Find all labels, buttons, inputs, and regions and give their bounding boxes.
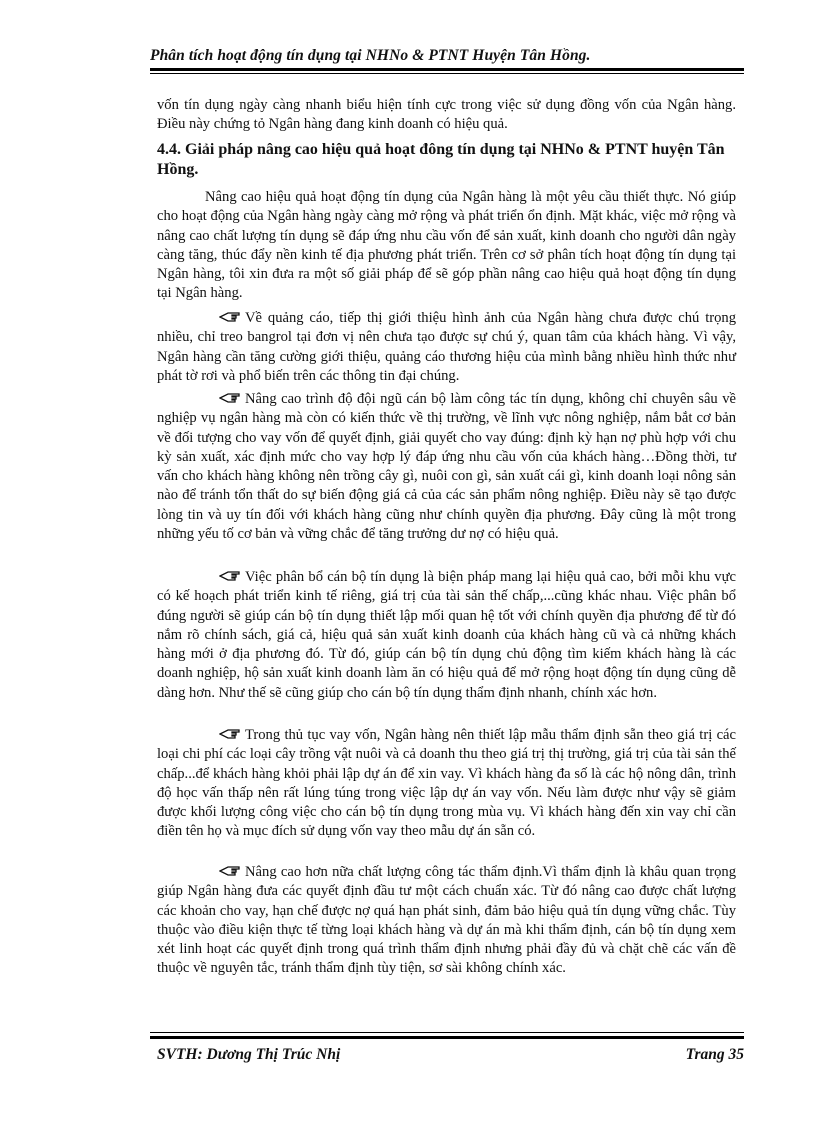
section-heading: 4.4. Giải pháp nâng cao hiệu quả hoạt đông tín dụng tại NHNo & PTNT huyện Tân Hồng. bbox=[157, 141, 725, 178]
paragraph-1-text: Nâng cao hiệu quả hoạt động tín dụng của Ngân hàng là một yêu cầu thiết thực. Nó giúp cho hoạt động của Ngân hàng ngày càng mở rộng và phát triển ổn định. Mặt khác, việc mở rộng và nâng cao chất lượng tín dụng sẽ đáp ứng nhu cầu vốn để sản xuất, kinh doanh cho người dân ngày càng tăng, thúc đẩy nền kinh tế địa phương phát triển. Trên cơ sở phân tích hoạt động tín dụng tại Ngân hàng, tôi xin đưa ra một số giải pháp để sẽ góp phần nâng cao hiệu quả hoạt động tín dụng tại Ngân hàng. bbox=[157, 189, 736, 302]
bullet-4-text: Trong thủ tục vay vốn, Ngân hàng nên thiết lập mẫu thẩm định sẵn theo giá trị các loại chi phí các loại cây trồng vật nuôi và cả doanh thu theo giá trị thị trường, giá trị của tài sản thế chấp...để khách hàng khỏi phải lập dự án để xin vay. Vì khách hàng đa số là các hộ nông dân, trình độ học vấn thấp nên rất lúng túng trong việc lập dự án vay vốn. Nếu làm được như vậy sẽ giảm được khối lượng công việc cho cán bộ tín dụng trong mùa vụ. Vì khách hàng đến xin vay chỉ cần điền tên họ và mục đích sử dụng vốn vay theo mẫu dự án sẵn có. bbox=[157, 727, 736, 840]
bullet-3 bbox=[157, 568, 736, 703]
bullet-1 bbox=[157, 309, 736, 386]
footer-author: SVTH: Dương Thị Trúc Nhị bbox=[157, 1046, 341, 1063]
bullet-4 bbox=[157, 726, 736, 842]
header-rule-thin bbox=[150, 73, 744, 74]
pointing-hand-icon bbox=[219, 570, 241, 582]
footer-rule-thick bbox=[150, 1036, 744, 1039]
bullet-5-text: Nâng cao hơn nữa chất lượng công tác thẩm định.Vì thẩm định là khâu quan trọng giúp Ngân hàng đưa các quyết định đầu tư một cách chuẩn xác. Từ đó nâng cao được chất lượng các khoản cho vay, hạn chế được nợ quá hạn phát sinh, đảm bảo hiệu quả tín dụng vững chắc. Tùy thuộc vào điều kiện thực tế từng loại khách hàng và dự án mà khi thẩm định, cán bộ tín dụng xem xét linh hoạt các quyết định trong quá trình thẩm định nhưng phải đầy đủ và chặt chẽ các vấn đề thuộc về nguyên tắc, tránh thẩm định tùy tiện, sơ sài không chính xác. bbox=[157, 864, 736, 977]
bullet-1-text: Về quảng cáo, tiếp thị giới thiệu hình ảnh của Ngân hàng chưa được chú trọng nhiều, chỉ treo bangrol tại đơn vị nên chưa tạo được sự chú ý, quan tâm của khách hàng. Vì vậy, Ngân hàng cần tăng cường giới thiệu, quảng cáo thương hiệu của mình bằng nhiều hình thức như phát tờ rơi và phổ biến trên các thông tin đại chúng. bbox=[157, 310, 736, 384]
header-rule-thick bbox=[150, 68, 744, 71]
paragraph-1 bbox=[157, 188, 736, 304]
bullet-3-text: Việc phân bổ cán bộ tín dụng là biện pháp mang lại hiệu quả cao, bởi mỗi khu vực có kế hoạch phát triển kinh tế riêng, giá trị của tài sản thế chấp,...cũng khác nhau. Việc phân bổ đúng người sẽ giúp cán bộ tín dụng thiết lập mối quan hệ tốt với chính quyền địa phương để từ đó nắm rõ chính sách, giá cả, hiệu quả sản xuất kinh doanh của khách hàng cũ và cả những khách hàng mới ở địa phương đó. Từ đó, giúp cán bộ tín dụng chủ động tìm kiếm khách hàng là các doanh nghiệp, hộ sản xuất kinh doanh làm ăn có hiệu quả để mở rộng hoạt động tín dụng cũng dễ dàng hơn. Như thế sẽ cũng giúp cho cán bộ tín dụng thẩm định nhanh, chính xác hơn. bbox=[157, 569, 736, 701]
intro-paragraph bbox=[157, 96, 736, 135]
page-header-title: Phân tích hoạt động tín dụng tại NHNo & PTNT Huyện Tân Hồng. bbox=[150, 47, 591, 64]
pointing-hand-icon bbox=[219, 865, 241, 877]
bullet-5 bbox=[157, 863, 736, 979]
pointing-hand-icon bbox=[219, 311, 241, 323]
bullet-2-text: Nâng cao trình độ đội ngũ cán bộ làm công tác tín dụng, không chỉ chuyên sâu về nghiệp vụ ngân hàng mà còn có kiến thức về thị trường, về lĩnh vực nông nghiệp, nắm bắt cơ bản về đối tượng cho vay vốn để quyết định, giải quyết cho vay đúng: định kỳ hạn nợ phù hợp với chu kỳ sản xuất, xác định mức cho vay hợp lý đáp ứng nhu cầu vốn của khách hàng…Đồng thời, tư vấn cho khách hàng không nên trồng cây gì, nuôi con gì, sản xuất cái gì, kinh doanh loại nông sản nào để tránh tổn thất do sự biến động giá cả của các sản phẩm nông nghiệp. Điều này sẽ tạo được lòng tin và uy tín đối với khách hàng cũng như chính quyền địa phương. Đây cũng là một trong những yếu tố cơ bản và vững chắc để tăng trưởng dư nợ có hiệu quả. bbox=[157, 391, 736, 543]
pointing-hand-icon bbox=[219, 728, 241, 740]
pointing-hand-icon bbox=[219, 392, 241, 404]
footer-rule-thin bbox=[150, 1032, 744, 1033]
bullet-2 bbox=[157, 390, 736, 544]
intro-text: vốn tín dụng ngày càng nhanh biểu hiện tính cực trong việc sử dụng đồng vốn của Ngân hàng. Điều này chứng tỏ Ngân hàng đang kinh doanh có hiệu quả. bbox=[157, 97, 736, 133]
footer-page-number: Trang 35 bbox=[685, 1046, 744, 1063]
